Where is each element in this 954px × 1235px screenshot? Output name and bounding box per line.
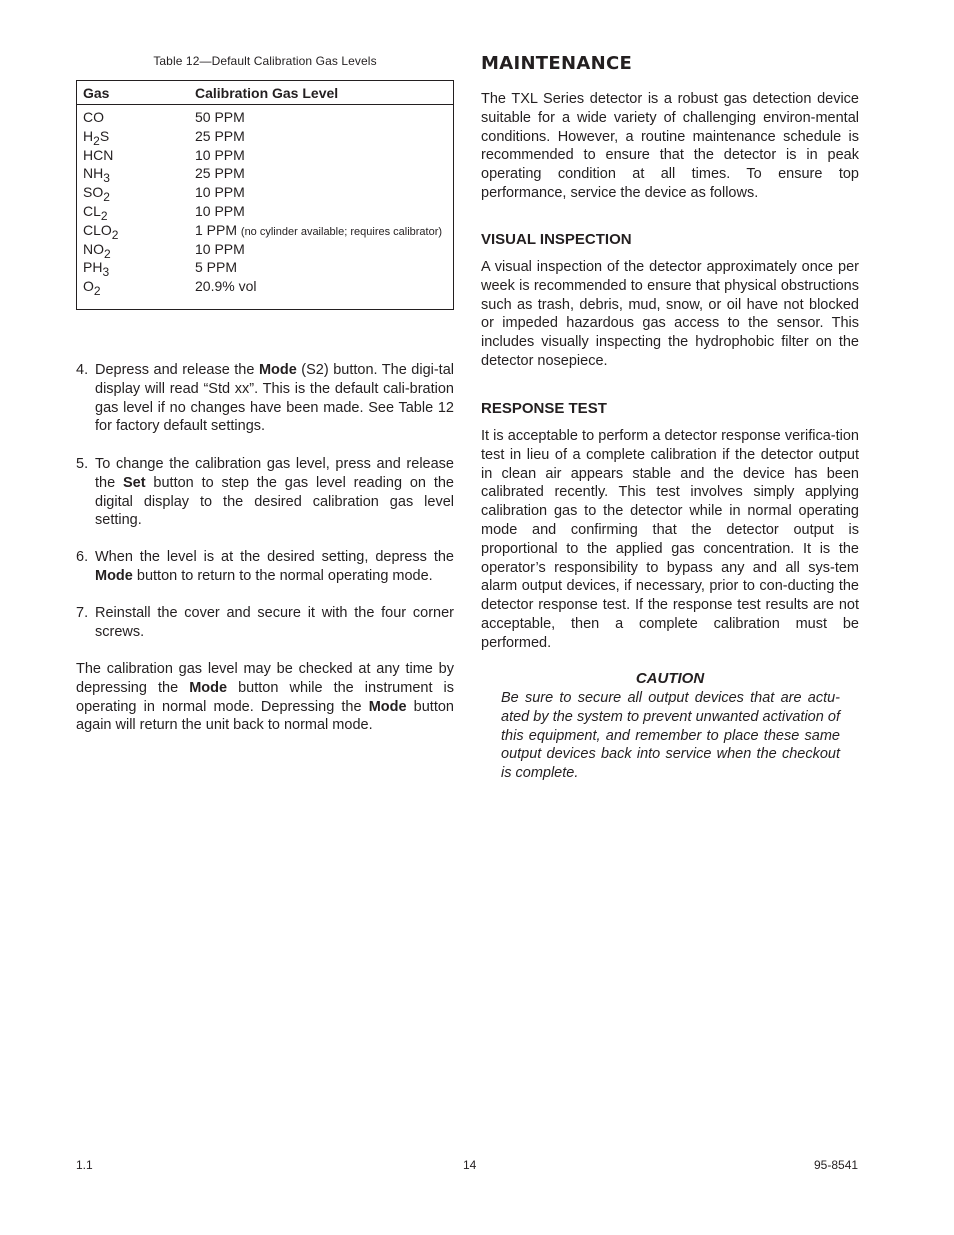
gas-formula-tail: S — [99, 127, 110, 144]
gas-subscript: 2 — [93, 284, 101, 299]
response-test-text: It is acceptable to perform a detector response verifica-tion test in lieu of a complete calibration if the detector output in clean air appears stable and the device has been calibrated recently. This test involves simply applying calibration gas to the detector while in normal operating mode and confirming that the detector output is proportional to the applied gas concentration. It is the operator’s responsibility to bypass any and all sys-tem alarm output devices, if necessary, prior to con-ducting the detector response test. If the response test results are not acceptable, then a complete calibration must be performed. — [481, 428, 859, 651]
level-value: 25 PPM — [195, 127, 245, 144]
calibration-level — [195, 259, 237, 275]
mode-keyword: Mode — [189, 679, 228, 696]
gas-subscript: 2 — [103, 190, 110, 205]
table-row — [77, 147, 453, 166]
gas-formula: NO — [83, 240, 104, 257]
gas-formula: O — [83, 278, 94, 295]
gas-name — [83, 278, 101, 299]
table-row — [77, 165, 453, 184]
gas-formula: PH — [83, 259, 103, 276]
level-value: 1 PPM — [195, 221, 238, 238]
gas-formula: SO — [83, 184, 104, 201]
step-number: 5. — [76, 456, 89, 472]
closing-text: button while the instrument is operating in normal mode. Depressing the — [76, 679, 454, 715]
calibration-level — [195, 278, 256, 294]
gas-subscript: 2 — [104, 246, 111, 261]
table-row — [77, 184, 453, 203]
gas-name — [83, 109, 104, 125]
visual-inspection-heading: VISUAL INSPECTION — [481, 231, 632, 248]
maintenance-heading: MAINTENANCE — [481, 53, 633, 74]
step-text: To change the calibration gas level, press and release the — [95, 456, 454, 491]
footer-revision: 1.1 — [76, 1158, 93, 1172]
gas-name — [83, 147, 113, 163]
calibration-level — [195, 203, 245, 219]
gas-name — [83, 240, 111, 261]
level-value: 10 PPM — [195, 203, 245, 219]
gas-formula: CL — [83, 203, 101, 219]
step-5 — [76, 455, 454, 530]
step-number: 7. — [76, 605, 89, 621]
caution-title: CAUTION — [635, 670, 705, 687]
gas-name — [83, 165, 110, 186]
step-number: 6. — [76, 549, 89, 565]
mode-keyword: Mode — [258, 362, 297, 378]
level-value: 10 PPM — [195, 184, 245, 201]
level-value: 10 PPM — [195, 146, 245, 163]
closing-text: The calibration gas level may be checked at any time by depressing the — [76, 661, 454, 696]
gas-name — [83, 203, 108, 223]
step-text: button to return to the normal operating mode. — [132, 567, 433, 584]
gas-subscript: 2 — [93, 133, 100, 148]
step-text: Depress and release the — [95, 362, 259, 378]
mode-keyword: Mode — [368, 698, 407, 715]
level-value: 10 PPM — [195, 240, 245, 257]
calibration-level — [195, 222, 442, 238]
gas-subscript: 3 — [103, 171, 110, 186]
level-value: 25 PPM — [195, 165, 245, 182]
step-text: When the level is at the desired setting, depress the — [95, 549, 454, 565]
step-text: Reinstall the cover and secure it with the four corner screws. — [95, 605, 454, 640]
level-value: 5 PPM — [195, 259, 238, 276]
gas-subscript: 3 — [102, 265, 110, 280]
calibration-gas-table — [76, 80, 454, 310]
gas-subscript: 2 — [100, 209, 108, 223]
gas-name — [83, 221, 119, 242]
level-value: 20.9% vol — [195, 278, 257, 295]
step-text: (S2) button. The digi-tal display will read “Std xx”. This is the default cali-bration gas level if no changes have been made. See Table 12 for factory default settings. — [95, 362, 454, 435]
calibration-level — [195, 165, 245, 181]
table-header-row — [77, 81, 453, 105]
step-4 — [76, 361, 454, 436]
step-number: 4. — [76, 362, 89, 378]
maintenance-intro: The TXL Series detector is a robust gas detection device suitable for a wide variety of challenging environ-mental conditions. However, a routine maintenance schedule is recommended to ensure that the detector is in peak operating condition at all times. To ensure top performance, service the device as follows. — [481, 91, 859, 201]
table-row — [77, 222, 453, 241]
calibration-level — [195, 128, 245, 144]
level-note: (no cylinder available; requires calibrator) — [240, 225, 443, 238]
table-row — [77, 241, 453, 260]
gas-formula: HCN — [83, 146, 114, 163]
gas-name — [83, 259, 110, 280]
table-row — [77, 259, 453, 278]
visual-inspection-text: A visual inspection of the detector approximately once per week is recommended to ensure that physical obstructions such as trash, debris, mud, snow, or oil have not blocked or impeded hazardous gas access to the sensor. This includes visually inspecting the hydrophobic filter on the detector nosepiece. — [481, 259, 859, 369]
table-row — [77, 109, 453, 128]
set-keyword: Set — [123, 474, 146, 491]
gas-name — [83, 127, 110, 148]
table-row — [77, 128, 453, 147]
table-caption: Table 12—Default Calibration Gas Levels — [153, 54, 377, 68]
step-7 — [76, 604, 454, 642]
mode-keyword: Mode — [95, 567, 133, 584]
calibration-level — [195, 241, 245, 257]
gas-formula: H — [83, 127, 94, 144]
calibration-level — [195, 147, 245, 163]
table-row — [77, 203, 453, 222]
step-text: button to step the gas level reading on the digital display to the desired calibration gas level setting. — [95, 474, 454, 529]
caution-text: Be sure to secure all output devices that are actu-ated by the system to prevent unwanted activation of this equipment, and remember to place these same output devices back into service when the checkout is complete. — [501, 690, 840, 782]
closing-text: button again will return the unit back to normal mode. — [76, 698, 454, 734]
gas-name — [83, 184, 110, 205]
table-row — [77, 278, 453, 297]
calibration-level — [195, 184, 245, 200]
response-test-heading: RESPONSE TEST — [481, 400, 607, 417]
step-6 — [76, 548, 454, 586]
calibration-level — [195, 109, 245, 125]
gas-formula: CO — [83, 109, 104, 125]
gas-subscript: 2 — [111, 227, 119, 242]
level-value: 50 PPM — [195, 109, 245, 125]
header-calibration-level: Calibration Gas Level — [195, 85, 339, 101]
closing-paragraph — [76, 660, 454, 735]
footer-document-number: 95-8541 — [814, 1158, 859, 1172]
header-gas: Gas — [83, 85, 110, 101]
gas-formula: NH — [83, 165, 104, 182]
gas-formula: CLO — [83, 221, 112, 238]
footer-page-number: 14 — [463, 1158, 477, 1172]
